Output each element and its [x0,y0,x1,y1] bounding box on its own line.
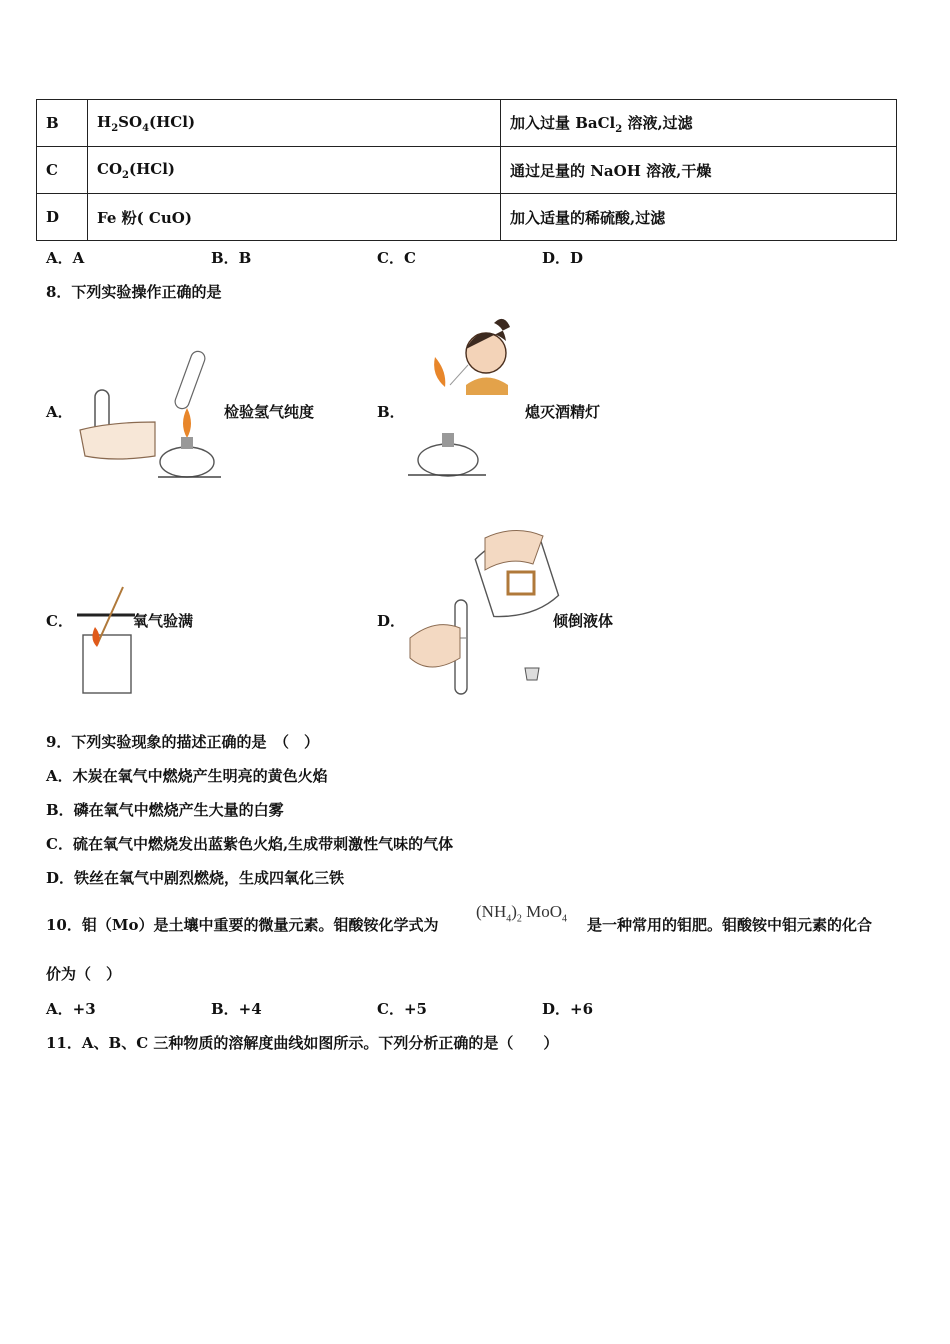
purification-table [36,99,897,241]
q9-stem: 9．下列实验现象的描述正确的是 （ ） [46,733,319,751]
oxygen-full-test-figure [75,585,135,697]
ammonium-molybdate-formula: $(NH_4)_2$ MoO$_4$ [476,902,568,925]
q11-stem: 11．A、B、C 三种物质的溶解度曲线如图所示。下列分析正确的是（ ） [46,1034,559,1052]
q10-stem-end: 是一种常用的钼肥。钼酸铵中钼元素的化合 [587,916,873,934]
substance-cell: $CO_2(HCl)$ [88,147,501,194]
q10-stem-start: 10．钼（Mo）是土壤中重要的微量元素。钼酸铵化学式为 [46,916,439,934]
q8-option-a-caption: 检验氢气纯度 [224,403,315,421]
q8-option-c-caption: 氧气验满 [133,612,194,630]
q9-option-a[interactable]: A．木炭在氧气中燃烧产生明亮的黄色火焰 [46,767,328,785]
hydrogen-purity-test-figure [75,345,225,480]
q10-stem-cont: 价为（ ） [46,965,122,983]
q8-option-a-letter[interactable]: A． [46,403,73,421]
row-letter: D [37,194,88,241]
q8-option-b-letter[interactable]: B． [377,403,405,421]
q10-choice-a[interactable]: A．+3 [46,1000,96,1018]
row-letter: C [37,147,88,194]
row-letter: B [37,100,88,147]
q7-choice-b[interactable]: B．B [211,249,252,267]
q7-choice-a[interactable]: A．A [46,249,85,267]
q8-option-c-letter[interactable]: C． [46,612,73,630]
blowing-out-lamp-figure [408,315,518,480]
q9-option-c[interactable]: C．硫在氧气中燃烧发出蓝紫色火焰,生成带刺激性气味的气体 [46,835,454,853]
q10-choice-b[interactable]: B．+4 [211,1000,262,1018]
q8-stem: 8．下列实验操作正确的是 [46,283,222,301]
table-row [37,147,897,194]
method-cell: 加入适量的稀硫酸,过滤 [501,194,897,241]
table-row [37,194,897,241]
q10-choice-c[interactable]: C．+5 [377,1000,427,1018]
q10-choice-d[interactable]: D．+6 [542,1000,594,1018]
method-cell: 加入过量 BaCl$_2$ 溶液,过滤 [501,100,897,147]
q7-choice-d[interactable]: D．D [542,249,584,267]
q9-option-b[interactable]: B．磷在氧气中燃烧产生大量的白雾 [46,801,284,819]
q8-option-d-caption: 倾倒液体 [553,612,614,630]
q9-option-d[interactable]: D．铁丝在氧气中剧烈燃烧，生成四氧化三铁 [46,869,345,887]
q8-option-b-caption: 熄灭酒精灯 [525,403,601,421]
q7-choice-c[interactable]: C．C [377,249,416,267]
pouring-liquid-figure [405,518,555,698]
substance-cell: $H_2SO_4(HCl)$ [88,100,501,147]
table-row [37,100,897,147]
substance-cell: Fe 粉( CuO) [88,194,501,241]
method-cell: 通过足量的 NaOH 溶液,干燥 [501,147,897,194]
q8-option-d-letter[interactable]: D． [377,612,406,630]
